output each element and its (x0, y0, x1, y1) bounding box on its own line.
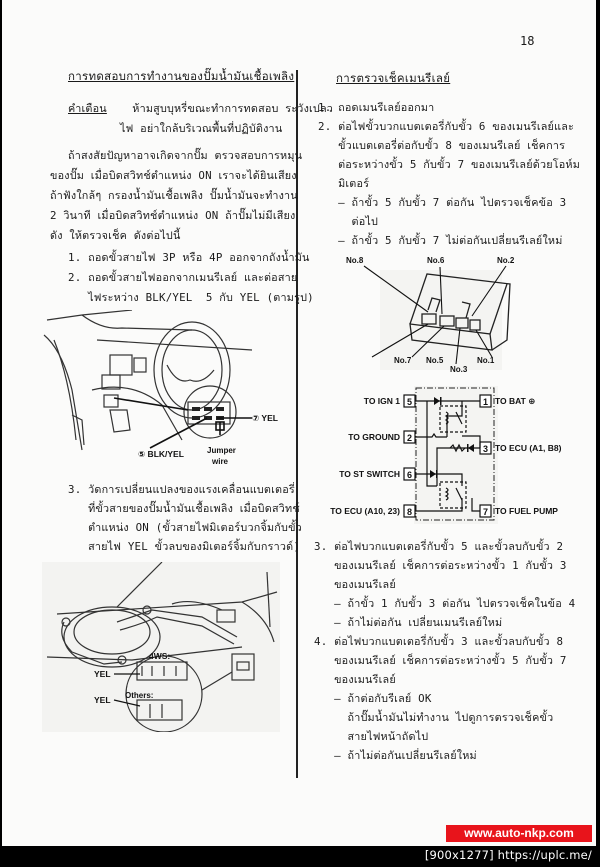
label-jumper: Jumper (207, 446, 236, 455)
dashboard-connector-figure (42, 310, 298, 470)
website-watermark-badge[interactable]: www.auto-nkp.com (446, 825, 592, 842)
step-line: ไฟระหว่าง BLK/YEL 5 กับ YEL (ตามรูป) (68, 291, 314, 304)
main-relay-circuit-diagram (322, 386, 596, 526)
label-yel-4ws: YEL (94, 669, 111, 679)
label-others: Others: (125, 691, 154, 700)
relay-step-line: ของเมนรีเลย์ (314, 578, 396, 591)
intro-line: ดัง ให้ตรวจเช็ค ดังต่อไปนี้ (50, 229, 181, 242)
relay-check-line: ต่อระหว่างขั้ว 5 กับขั้ว 7 ของเมนรีเลย์ด้วยโอห์ม (318, 158, 581, 171)
intro-line: ของปั๊ม เมื่อบิดสวิทช์ตำแหน่ง ON เราจะได้ยินเสียง (50, 169, 297, 182)
relay-step-line: – ถ้าขั้ว 1 กับขั้ว 3 ต่อกัน ไปตรวจเช็คในข้อ 4 (314, 597, 576, 610)
relay-step-line: ถ้าปั๊มน้ำมันไม่ทำงาน ไปดูการตรวจเช็คขั้ว (314, 711, 554, 724)
step3-line: สายไฟ YEL ขั้วลบของมิเตอร์จิ้มกับกราวด์) (68, 540, 301, 553)
warning-block (68, 99, 333, 119)
image-host-caption: [900x1277] https://uplc.me/ (424, 848, 592, 862)
pin-label-no6: No.6 (427, 256, 445, 265)
label-to-ecu-a10: TO ECU (A10, 23) (330, 506, 400, 516)
step3-line: ตำแหน่ง ON (ขั้วสายไฟมิเตอร์บวกจิ้มกับขั้ว (68, 521, 302, 534)
relay-check-line: มิเตอร์ (318, 177, 370, 190)
intro-line: ถ้าฟังใกล้ๆ กรองน้ำมันเชื้อเพลิง ปั๊มน้ำมันจะทำงาน (50, 189, 298, 202)
label-to-bat: TO BAT ⊕ (495, 396, 536, 406)
pin-2: 2 (406, 433, 413, 443)
relay-check-line: 1. ถอดเมนรีเลย์ออกมา (318, 101, 435, 114)
label-4ws: 4WS: (149, 651, 171, 661)
label-yel-others: YEL (94, 695, 111, 705)
label-to-st-switch: TO ST SWITCH (339, 469, 400, 479)
relay-step-line: ของเมนรีเลย์ (314, 673, 396, 686)
pin-3: 3 (482, 444, 489, 454)
relay-step-line: 4. ต่อไฟบวกแบตเตอรี่กับขั้ว 3 และขั้วลบกับขั้ว 8 (314, 635, 564, 648)
scanned-manual-page (2, 0, 596, 846)
step3-line: ที่ขั้วสายของปั๊มน้ำมันเชื้อเพลิง เมื่อบิดสวิทช์ (68, 502, 300, 515)
warning-label: คำเตือน (68, 102, 107, 115)
warning-line-1: ห้ามสูบบุหรี่ขณะทำการทดสอบ ระวังเปลว (132, 102, 334, 115)
relay-step-line: – ถ้าไม่ต่อกัน เปลี่ยนเมนรีเลย์ใหม่ (314, 616, 503, 629)
pin-label-no2: No.2 (497, 256, 515, 265)
relay-check-line: ขั้วแบตเตอรี่ต่อกับขั้ว 8 ของเมนรีเลย์ เช็คการ (318, 139, 566, 152)
page-number: 18 (520, 34, 535, 48)
relay-step-line: สายไฟหน้าถัดไป (314, 730, 429, 743)
label-to-ecu-a1: TO ECU (A1, B8) (495, 443, 562, 453)
relay-step-line: ของเมนรีเลย์ เช็คการต่อระหว่างขั้ว 1 กับขั้ว 3 (314, 559, 567, 572)
warning-line-2: ไฟ อย่าใกล้บริเวณพื้นที่ปฏิบัติงาน (120, 122, 283, 135)
label-yel: ⑦ YEL (252, 413, 278, 423)
step-line: 2. ถอดขั้วสายไฟออกจากเมนรีเลย์ และต่อสาย (68, 271, 298, 284)
pin-6: 6 (406, 470, 413, 480)
pin-label-no5: No.5 (426, 356, 444, 365)
intro-line: ถ้าสงสัยปัญหาอาจเกิดจากปั๊ม ตรวจสอบการหมุน (68, 149, 303, 162)
pin-label-no1: No.1 (477, 356, 495, 365)
relay-step-line: ของเมนรีเลย์ เช็คการต่อระหว่างขั้ว 5 กับขั้ว 7 (314, 654, 567, 667)
relay-step-line: – ถ้าไม่ต่อกันเปลี่ยนรีเลย์ใหม่ (314, 749, 477, 762)
main-relay-pin-figure (332, 252, 552, 377)
label-wire: wire (212, 457, 229, 466)
relay-check-line: ต่อไป (318, 215, 379, 228)
pin-7: 7 (482, 507, 489, 517)
pin-label-no7: No.7 (394, 356, 412, 365)
label-blk-yel: ⑤ BLK/YEL (138, 449, 184, 459)
pin-1: 1 (482, 397, 489, 407)
fuel-pump-connector-figure (42, 562, 280, 732)
pin-label-no8: No.8 (346, 256, 364, 265)
pin-8: 8 (406, 507, 413, 517)
relay-step-line: – ถ้าต่อกับรีเลย์ OK (314, 692, 432, 705)
intro-line: 2 วินาที เมื่อบิดสวิทช์ตำแหน่ง ON ถ้าปั๊มไม่มีเสียง (50, 209, 296, 222)
pin-5: 5 (406, 397, 413, 407)
left-heading: การทดสอบการทำงานของปั๊มน้ำมันเชื้อเพลิง (68, 69, 295, 83)
pin-label-no3: No.3 (450, 365, 468, 374)
relay-check-line: – ถ้าขั้ว 5 กับขั้ว 7 ต่อกัน ไปตรวจเช็คข้อ 3 (318, 196, 567, 209)
label-to-ign1: TO IGN 1 (363, 396, 400, 406)
right-heading: การตรวจเช็คเมนรีเลย์ (336, 71, 451, 85)
step3-line: 3. วัดการเปลี่ยนแปลงของแรงเคลื่อนแบตเตอรี่ (68, 483, 295, 496)
label-to-ground: TO GROUND (348, 432, 400, 442)
relay-step-line: 3. ต่อไฟบวกแบตเตอรี่กับขั้ว 5 และขั้วลบกับขั้ว 2 (314, 540, 564, 553)
relay-check-line: 2. ต่อไฟขั้วบวกแบตเตอรี่กับขั้ว 6 ของเมนรีเลย์และ (318, 120, 575, 133)
step-line: 1. ถอดขั้วสายไฟ 3P หรือ 4P ออกจากถังน้ำมัน (68, 251, 310, 264)
relay-check-line: – ถ้าขั้ว 5 กับขั้ว 7 ไม่ต่อกันเปลี่ยนรีเลย์ใหม่ (318, 234, 563, 247)
label-to-fuel-pump: TO FUEL PUMP (495, 506, 558, 516)
